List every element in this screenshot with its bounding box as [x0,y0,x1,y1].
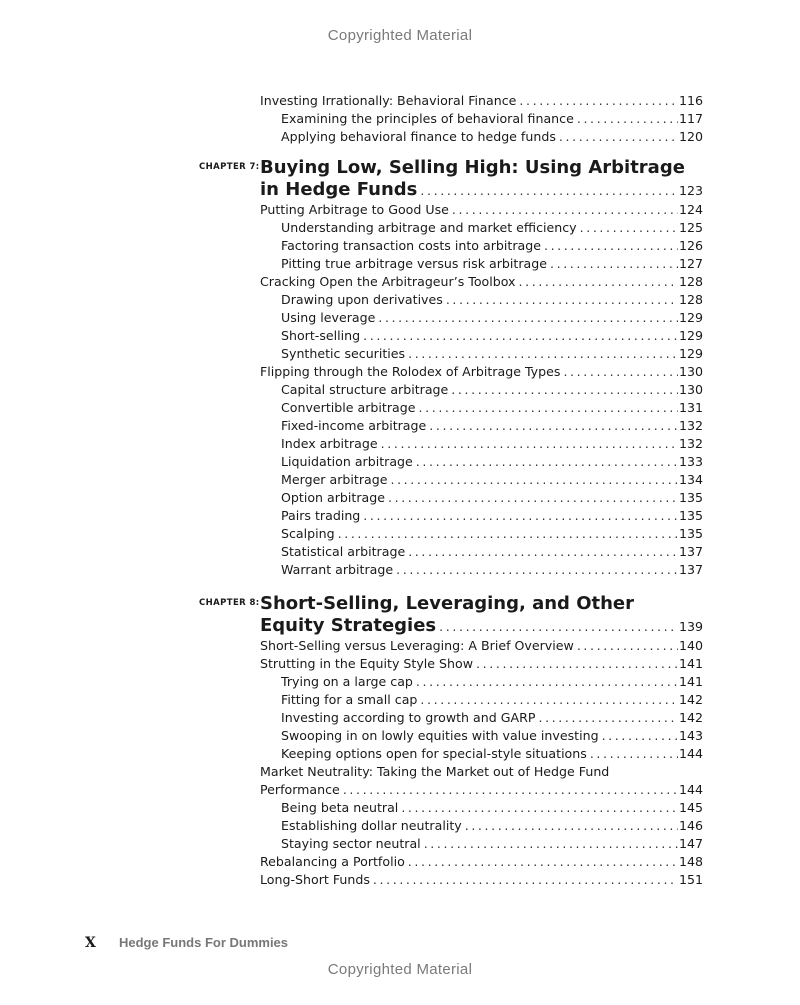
chapter-label: CHAPTER 7: [199,162,260,172]
toc-subentry[interactable] [260,219,703,237]
copyright-watermark-bottom: Copyrighted Material [327,961,473,978]
toc-subentry[interactable] [260,237,703,255]
chapter-label: CHAPTER 8: [199,598,260,608]
toc-entry-title: Convertible arbitrage [281,400,416,415]
toc-entry-page: 135 [678,490,703,505]
toc-entry-title: Being beta neutral [281,800,399,815]
dot-leader [465,817,678,835]
dot-leader [338,525,678,543]
toc-entry-page: 130 [678,364,703,379]
toc-subentry[interactable] [260,817,703,835]
toc-entry-page: 125 [678,220,703,235]
dot-leader [538,709,677,727]
dot-leader [563,363,678,381]
toc-subentry[interactable] [260,709,703,727]
chapter-title-line1: Short-Selling, Leveraging, and Other [260,593,635,614]
toc-entry-page: 141 [678,674,703,689]
toc-subentry[interactable] [260,489,703,507]
toc-entry-page: 117 [678,111,703,126]
toc-entry-page: 124 [678,202,703,217]
dot-leader [424,835,678,853]
toc-subentry[interactable] [260,691,703,709]
dot-leader [373,871,678,889]
dot-leader [408,853,678,871]
toc-subentry[interactable] [260,453,703,471]
chapter-title-line1: Buying Low, Selling High: Using Arbitrage [260,157,685,178]
toc-entry-title: Factoring transaction costs into arbitrage [281,238,541,253]
page-number: X [85,935,96,951]
copyright-watermark-top: Copyrighted Material [327,27,473,44]
dot-leader [363,327,678,345]
toc-entry-page: 137 [678,562,703,577]
chapter-page: 139 [678,619,703,634]
toc-entry-title: Investing Irrationally: Behavioral Finance [260,93,517,108]
toc-entry-page: 127 [678,256,703,271]
toc-entry-title: Applying behavioral finance to hedge funds [281,129,556,144]
toc-entry-page: 120 [678,129,703,144]
toc-entry-title: Cracking Open the Arbitrageur’s Toolbox [260,274,516,289]
dot-leader [419,399,678,417]
toc-subentry[interactable] [260,309,703,327]
toc-entry-page: 145 [678,800,703,815]
toc-subentry[interactable] [260,291,703,309]
toc-entry[interactable] [260,637,703,655]
toc-entry-title: Pairs trading [281,508,361,523]
toc-entry-page: 144 [678,746,703,761]
toc-entry-title: Trying on a large cap [281,674,413,689]
toc-entry-page: 144 [678,782,703,797]
chapter-heading[interactable] [199,593,703,637]
chapter-heading[interactable] [199,157,703,201]
chapter-title-row [260,615,703,637]
dot-leader [577,637,678,655]
toc-entry-title: Staying sector neutral [281,836,421,851]
toc-entry-title: Index arbitrage [281,436,378,451]
toc-entry-title: Drawing upon derivatives [281,292,443,307]
toc-entry-page: 140 [678,638,703,653]
toc-entry-title: Keeping options open for special-style situations [281,746,587,761]
dot-leader [420,691,678,709]
toc-subentry[interactable] [260,507,703,525]
toc-chapter-8 [199,593,703,889]
toc-subentry[interactable] [260,327,703,345]
toc-entry[interactable] [260,201,703,219]
toc-subentry[interactable] [260,835,703,853]
dot-leader [388,489,678,507]
dot-leader [396,561,678,579]
toc-chapter-7 [199,157,703,579]
toc-subentry[interactable] [260,799,703,817]
toc-entry[interactable] [260,363,703,381]
dot-leader [416,673,678,691]
toc-entry-title: Establishing dollar neutrality [281,818,462,833]
toc-subentry[interactable] [260,381,703,399]
dot-leader [544,237,678,255]
toc-entry-title: Statistical arbitrage [281,544,406,559]
toc-entry[interactable] [260,853,703,871]
toc-subentry[interactable] [260,543,703,561]
toc-entry-title: Warrant arbitrage [281,562,394,577]
dot-leader [420,180,678,202]
dot-leader [401,799,678,817]
dot-leader [550,255,678,273]
toc-entry-title: Pitting true arbitrage versus risk arbitrage [281,256,547,271]
toc-entry-page: 130 [678,382,703,397]
dot-leader [602,727,678,745]
toc-entry-page: 147 [678,836,703,851]
dot-leader [577,110,678,128]
dot-leader [363,507,678,525]
toc-entry-title: Understanding arbitrage and market efficiency [281,220,577,235]
toc-entry[interactable] [260,92,703,110]
toc-entry-page: 148 [678,854,703,869]
toc-entry-page: 137 [678,544,703,559]
dot-leader [451,381,678,399]
chapter-title-line2: Equity Strategies [260,615,437,636]
chapter-title-line2: in Hedge Funds [260,179,418,200]
toc-entry-title: Liquidation arbitrage [281,454,413,469]
toc-entry-title: Merger arbitrage [281,472,388,487]
toc-entry-page: 126 [678,238,703,253]
dot-leader [408,345,678,363]
toc-section-intro [260,92,703,146]
dot-leader [559,128,678,146]
toc-entry-page: 135 [678,508,703,523]
toc-entry[interactable] [260,655,703,673]
dot-leader [343,781,678,799]
dot-leader [519,273,678,291]
toc-entry-page: 132 [678,436,703,451]
dot-leader [429,417,678,435]
dot-leader [476,655,678,673]
toc-subentry[interactable] [260,727,703,745]
toc-subentry[interactable] [260,745,703,763]
dot-leader [452,201,678,219]
toc-entry-title: Putting Arbitrage to Good Use [260,202,449,217]
toc-entry-page: 135 [678,526,703,541]
chapter-title-row [260,179,703,201]
toc-entry-title: Using leverage [281,310,376,325]
toc-subentry[interactable] [260,345,703,363]
toc-entry-page: 128 [678,292,703,307]
toc-entry-title: Long-Short Funds [260,872,370,887]
toc-entry-page: 142 [678,710,703,725]
toc-entry-title: Flipping through the Rolodex of Arbitrage Types [260,364,561,379]
toc-entry-page: 151 [678,872,703,887]
toc-entry-page: 129 [678,310,703,325]
toc-entry-title: Swooping in on lowly equities with value investing [281,728,599,743]
running-footer-title: Hedge Funds For Dummies [119,935,289,950]
toc-entry-page: 129 [678,328,703,343]
toc-entry-title: Strutting in the Equity Style Show [260,656,474,671]
toc-entry-title: Investing according to growth and GARP [281,710,536,725]
dot-leader [390,471,677,489]
toc-entry-page: 129 [678,346,703,361]
toc-subentry[interactable] [260,525,703,543]
toc-entry-title-line[interactable]: Market Neutrality: Taking the Market out of Hedge Fund [260,764,610,779]
toc-subentry[interactable] [260,561,703,579]
dot-leader [408,543,678,561]
toc-entry-page: 143 [678,728,703,743]
toc-entry-page: 131 [678,400,703,415]
dot-leader [381,435,678,453]
toc-subentry[interactable] [260,255,703,273]
dot-leader [439,616,678,638]
toc-entry-title: Examining the principles of behavioral finance [281,111,574,126]
dot-leader [446,291,678,309]
toc-subentry[interactable] [260,435,703,453]
toc-subentry[interactable] [260,110,703,128]
toc-entry-page: 146 [678,818,703,833]
toc-entry-page: 142 [678,692,703,707]
toc-subentry[interactable] [260,399,703,417]
toc-subentry[interactable] [260,128,703,146]
toc-entry-page: 128 [678,274,703,289]
toc-entry[interactable] [260,273,703,291]
toc-entry-title: Scalping [281,526,335,541]
toc-subentry[interactable] [260,471,703,489]
toc-subentry[interactable] [260,673,703,691]
dot-leader [519,92,678,110]
toc-entry-page: 132 [678,418,703,433]
chapter-page: 123 [678,183,703,198]
toc-entry-page: 133 [678,454,703,469]
dot-leader [580,219,678,237]
dot-leader [590,745,678,763]
toc-entry-title: Fitting for a small cap [281,692,418,707]
toc-entry[interactable] [260,871,703,889]
toc-entry-title: Option arbitrage [281,490,385,505]
toc-entry-title: Synthetic securities [281,346,406,361]
toc-entry-page: 141 [678,656,703,671]
toc-entry-title: Short-selling [281,328,361,343]
toc-subentry[interactable] [260,417,703,435]
toc-entry[interactable] [260,781,703,799]
toc-entry-page: 116 [678,93,703,108]
dot-leader [416,453,678,471]
toc-entry-title: Fixed-income arbitrage [281,418,427,433]
dot-leader [378,309,678,327]
toc-entry-title: Rebalancing a Portfolio [260,854,405,869]
toc-entry-page: 134 [678,472,703,487]
toc-entry-title: Capital structure arbitrage [281,382,449,397]
toc-entry-title: Performance [260,782,340,797]
toc-entry-title: Short-Selling versus Leveraging: A Brief Overview [260,638,574,653]
